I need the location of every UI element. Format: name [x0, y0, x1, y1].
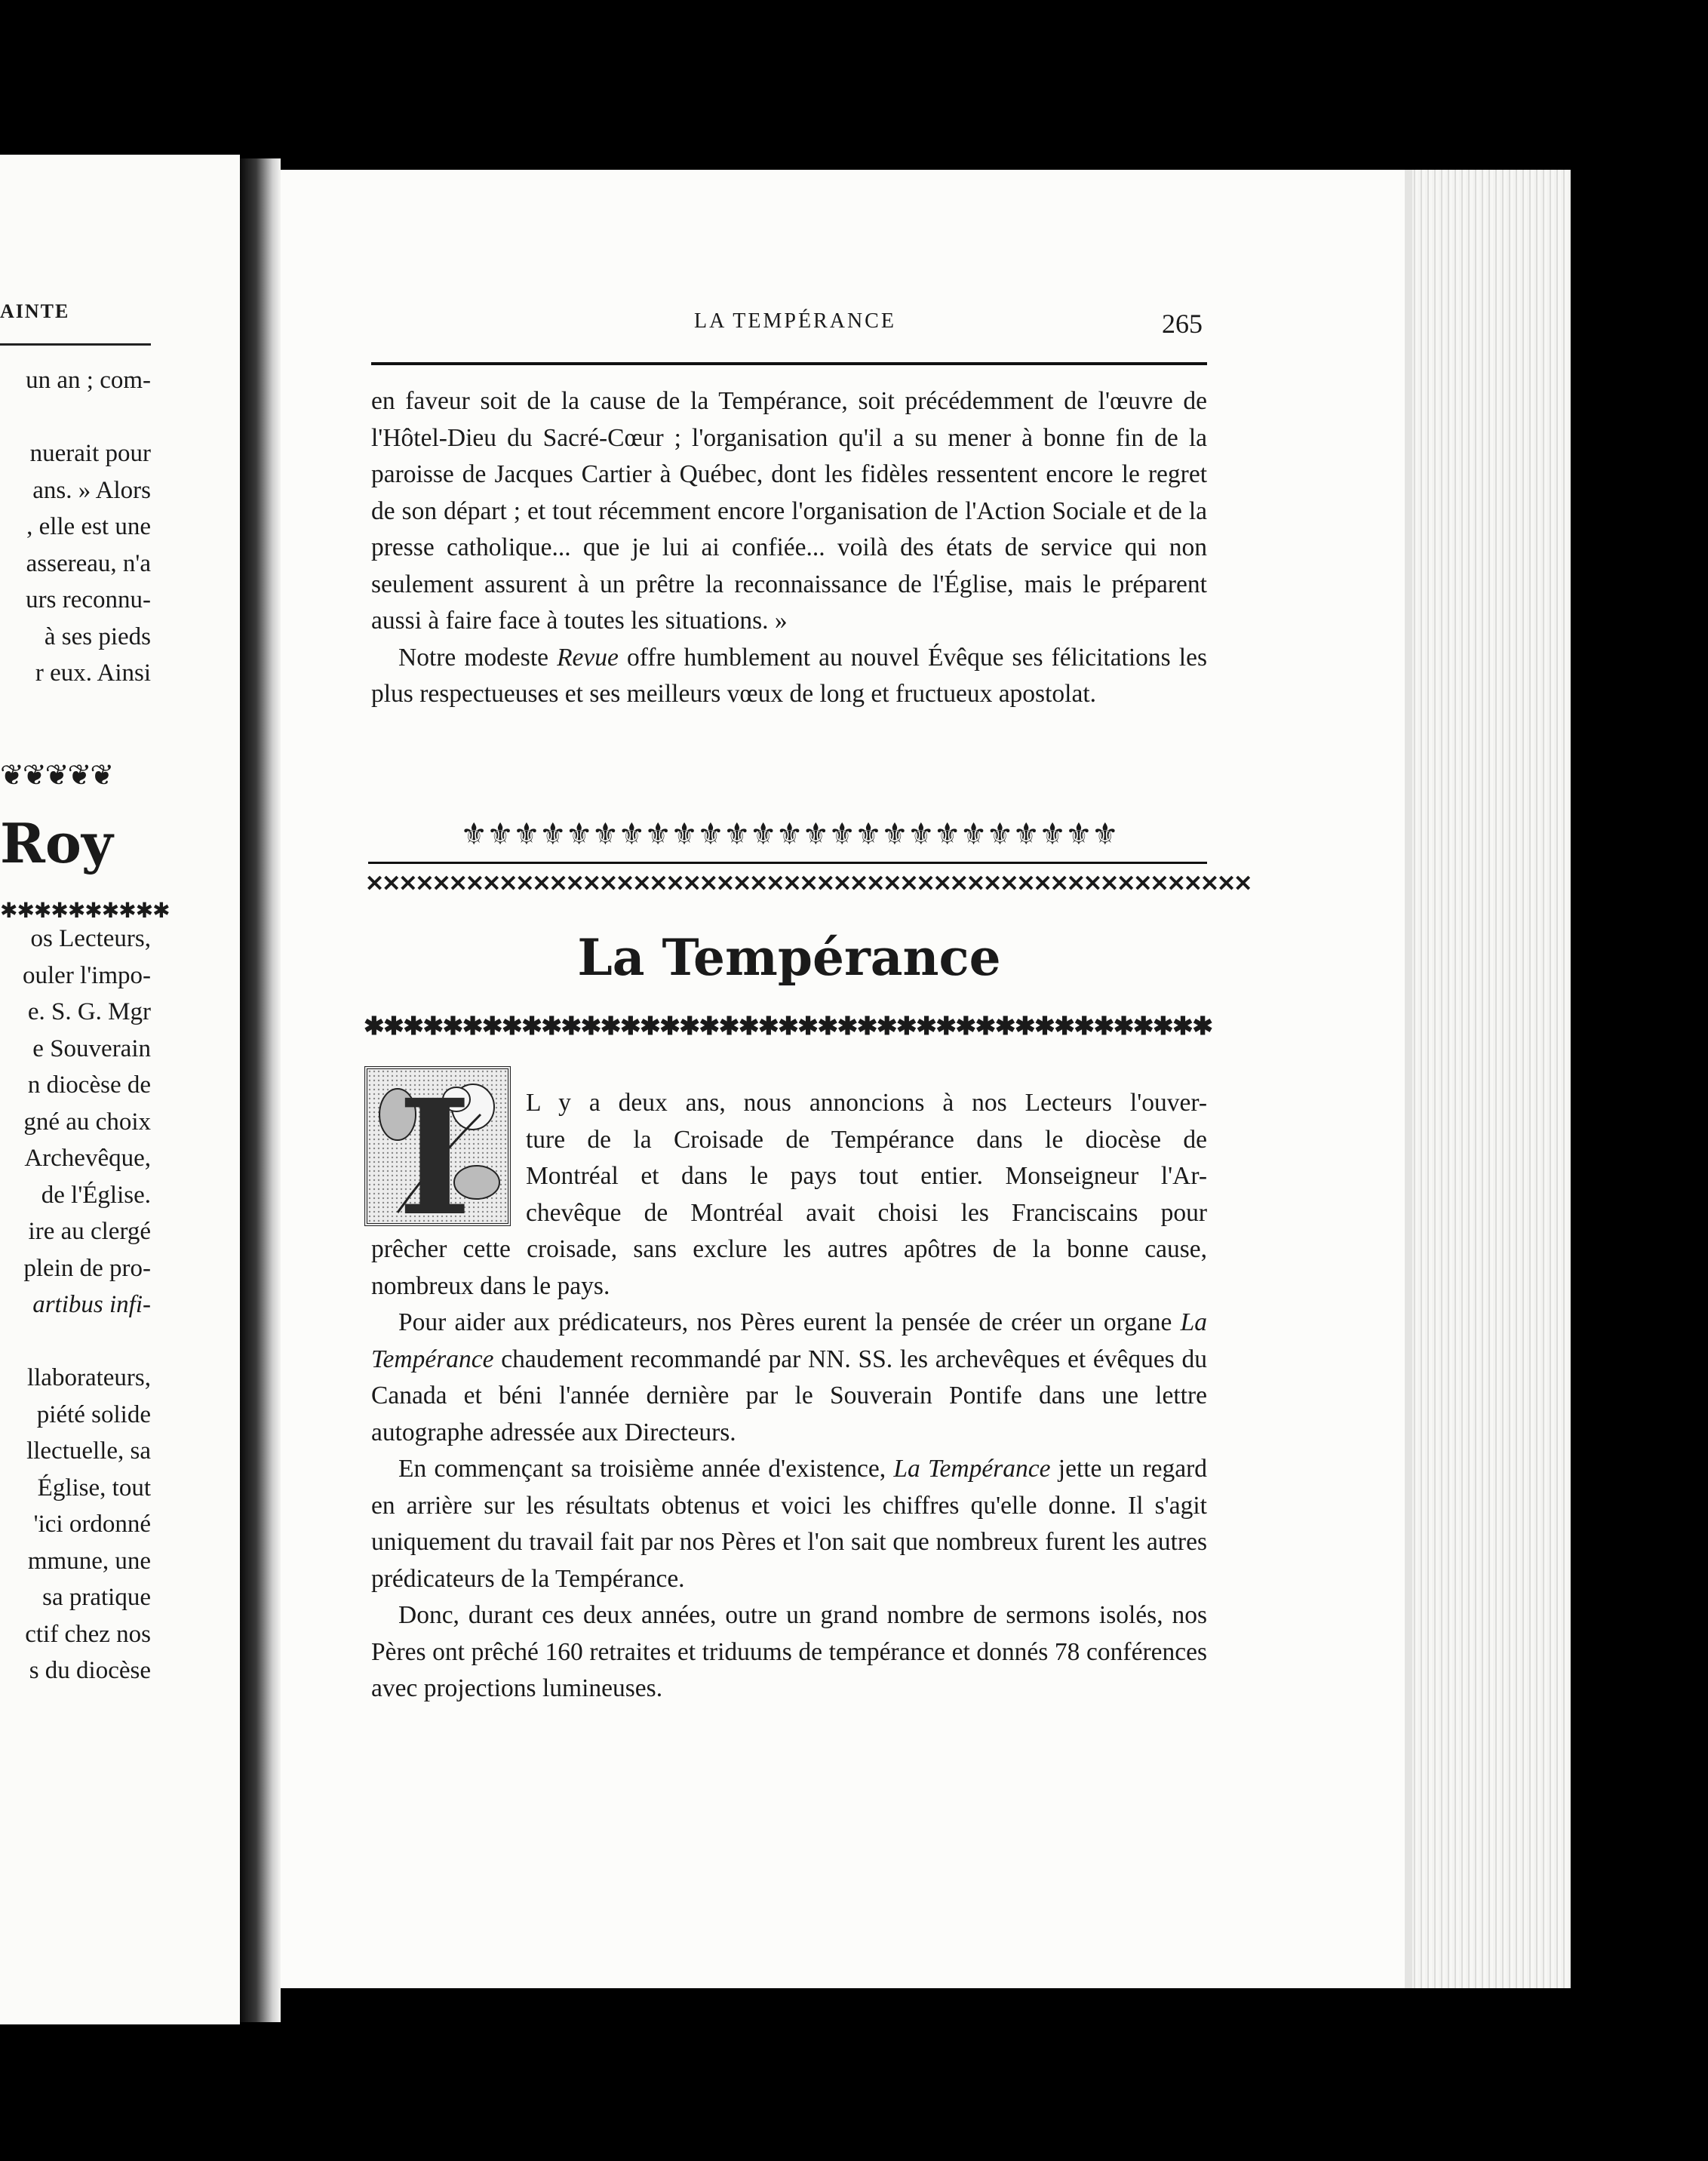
left-line: Église, tout: [37, 1474, 151, 1502]
paragraph-intro-rest: prêcher cette croisade, sans exclure les autres apôtres de la bonne cause, nombreux dans le pays.: [371, 1235, 1207, 1300]
p3-after: jette un regard en arrière sur les résultats obtenus et voici les chiffres qu'elle donne. Il s'agit uniquement du travail fait par nos Pères et l'on sait que nombreux furent les autres prédicateurs de la Tempérance.: [371, 1455, 1207, 1593]
left-line: mmune, une: [27, 1547, 151, 1575]
left-line: ctif chez nos: [25, 1620, 151, 1648]
left-text-bottom: [23, 921, 151, 1689]
left-line: 'ici ordonné: [33, 1511, 151, 1538]
p3-before: En commençant sa troisième année d'existence,: [398, 1455, 894, 1483]
left-line: llaborateurs,: [26, 1364, 151, 1391]
paragraph-2: [371, 1305, 1207, 1451]
left-line: un an ; com-: [26, 367, 151, 394]
left-ornament: ❦❦❦❦❦: [0, 758, 113, 792]
intro-text: [371, 1085, 1207, 1231]
left-line: assereau, n'a: [26, 549, 151, 577]
fleur-de-lis-ornament: ⚜⚜⚜⚜⚜⚜⚜⚜⚜⚜⚜⚜⚜⚜⚜⚜⚜⚜⚜⚜⚜⚜⚜⚜⚜: [460, 817, 1118, 852]
star-ornament: ✱✱✱✱✱✱✱✱✱✱✱✱✱✱✱✱✱✱✱✱✱✱✱✱✱✱✱✱✱✱✱✱✱✱✱✱✱✱✱✱✱✱✱: [364, 1011, 1212, 1041]
left-line: ouler l'impo-: [23, 961, 151, 989]
section-title: La Tempérance: [577, 928, 1001, 987]
main-body-text: [371, 1231, 1207, 1708]
left-line: Archevêque,: [24, 1145, 151, 1172]
left-line: llectuelle, sa: [26, 1437, 151, 1465]
paragraph-4: Donc, durant ces deux années, outre un grand nombre de sermons isolés, nos Pères ont prêché 160 retraites et triduums de tempérance et donnés 78 conférences avec projections lumineuses.: [371, 1601, 1207, 1702]
left-line: , elle est une: [26, 513, 151, 540]
p2-italic: La Tempérance: [371, 1308, 1207, 1373]
page-number: 265: [1162, 309, 1203, 339]
drop-cap-letter: I: [398, 1065, 472, 1251]
intro-line: ture de la Croisade de Tempérance dans le diocèse de: [526, 1125, 1207, 1154]
intro-line: Montréal et dans le pays tout entier. Monseigneur l'Ar-: [526, 1162, 1207, 1190]
left-text-top: [26, 362, 151, 692]
left-line: e Souverain: [32, 1034, 151, 1062]
p2-before: Pour aider aux prédicateurs, nos Pères eurent la pensée de créer un organe: [398, 1308, 1181, 1336]
left-star-ornament: ✱✱✱✱✱✱✱✱✱✱: [0, 898, 170, 923]
left-line: artibus infi-: [32, 1291, 151, 1318]
left-line: ans. » Alors: [32, 476, 151, 504]
left-line-gap: [26, 399, 151, 436]
left-line: de l'Église.: [41, 1181, 151, 1209]
page-edges: [1405, 170, 1571, 1988]
p2-after: chaudement recommandé par NN. SS. les archevêques et évêques du Canada et béni l'année dernière par le Souverain Pontife dans une lettre autographe adressée aux Directeurs.: [371, 1345, 1207, 1446]
left-line: n diocèse de: [27, 1071, 151, 1099]
intro-line: chevêque de Montréal avait choisi les Franciscains pour: [526, 1198, 1207, 1227]
paragraph-continuation: en faveur soit de la cause de la Tempérance, soit précédemment de l'œuvre de l'Hôtel-Dieu du Sacré-Cœur ; l'organisation qu'il a su mener à bonne fin de la paroisse de Jacques Cartier à Québec, dont les fidèles ressentent encore le regret de son départ ; et tout récemment encore l'organisation de l'Action Sociale et de la presse catholique... que je lui ai confiée... voilà des états de service qui non seulement assurent à un prêtre la reconnaissance de l'Église, mais le préparent aussi à faire face à toutes les situations. »: [371, 387, 1207, 635]
left-running-head: AINTE: [0, 300, 70, 322]
running-head: LA TEMPÉRANCE: [694, 309, 896, 333]
left-line: nuerait pour: [29, 440, 151, 467]
closing-italic: Revue: [557, 643, 619, 672]
closing-before: Notre modeste: [398, 643, 558, 672]
p3-italic: La Tempérance: [893, 1455, 1051, 1483]
left-line: s du diocèse: [29, 1657, 151, 1684]
left-line: gné au choix: [23, 1108, 151, 1136]
left-line: plein de pro-: [23, 1254, 151, 1282]
left-heading: Roy: [0, 811, 113, 875]
left-head-rule: [0, 343, 151, 346]
left-line: r eux. Ainsi: [35, 659, 151, 687]
head-rule: [371, 362, 1207, 365]
paragraph-closing: [371, 640, 1207, 713]
left-line: piété solide: [36, 1400, 151, 1428]
left-line-gap: [23, 1323, 151, 1360]
left-line: sa pratique: [42, 1584, 151, 1611]
left-line: à ses pieds: [44, 622, 151, 650]
left-page: [0, 155, 240, 2024]
left-line: ire au clergé: [28, 1218, 151, 1245]
left-line: os Lecteurs,: [30, 925, 151, 952]
cross-ornament: ✕✕✕✕✕✕✕✕✕✕✕✕✕✕✕✕✕✕✕✕✕✕✕✕✕✕✕✕✕✕✕✕✕✕✕✕✕✕✕✕✕✕✕✕✕✕✕✕✕✕✕✕✕: [365, 871, 1251, 897]
closing-after: offre humblement au nouvel Évêque ses félicitations les plus respectueuses et ses meilleurs vœux de long et fructueux apostolat.: [371, 643, 1207, 708]
continuation-text: [371, 383, 1207, 713]
left-line: e. S. G. Mgr: [27, 998, 151, 1025]
ornament-rule: [368, 862, 1207, 864]
left-line: urs reconnu-: [26, 586, 151, 613]
paragraph-3: [371, 1451, 1207, 1597]
book-gutter: [240, 158, 281, 2022]
intro-line: L y a deux ans, nous annoncions à nos Lecteurs l'ouver-: [526, 1089, 1207, 1117]
